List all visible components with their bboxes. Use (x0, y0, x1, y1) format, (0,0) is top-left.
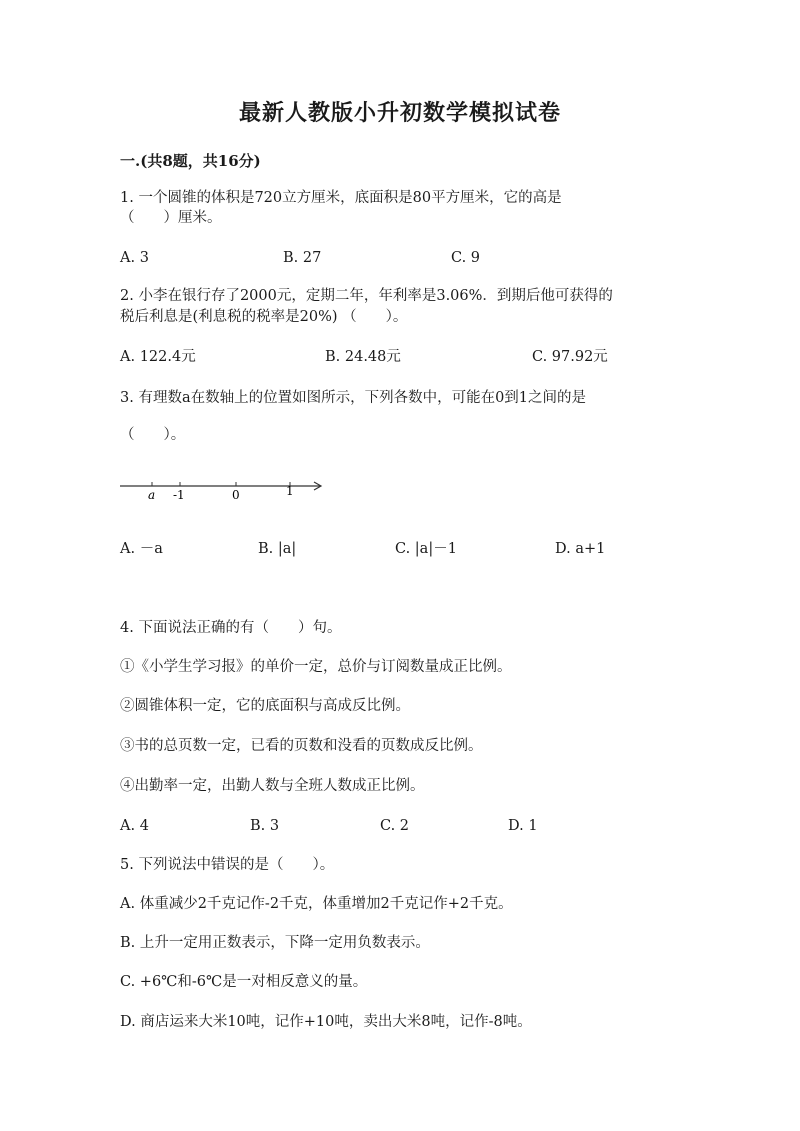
page-title: 最新人教版小升初数学模拟试卷 (238, 101, 561, 126)
q4-option-a: A. 4 (120, 818, 149, 834)
q1-option-b: B. 27 (283, 250, 322, 266)
q2-option-a: A. 122.4元 (120, 349, 196, 365)
section-heading: 一.(共8题，共16分) (120, 152, 261, 170)
q2-stem-line1: 2. 小李在银行存了2000元，定期二年，年利率是3.06%．到期后他可获得的 (120, 288, 613, 304)
label-neg1: -1 (173, 488, 185, 502)
q2-option-b: B. 24.48元 (325, 349, 401, 365)
q4-option-d: D. 1 (508, 818, 538, 834)
q4-stem: 4. 下面说法正确的有（ ）句。 (120, 620, 342, 636)
q3-stem-line1: 3. 有理数a在数轴上的位置如图所示，下列各数中，可能在0到1之间的是 (120, 390, 587, 406)
q4-statement-3: ③书的总页数一定，已看的页数和没看的页数成反比例。 (120, 738, 483, 754)
q4-statement-2: ②圆锥体积一定，它的底面积与高成反比例。 (120, 698, 410, 714)
q3-option-a: A. －a (120, 541, 163, 557)
label-a: a (148, 488, 156, 502)
number-line-figure (118, 474, 328, 504)
q3-stem-line2: （ ）。 (120, 427, 186, 443)
q1-option-c: C. 9 (451, 250, 481, 266)
q5-option-c: C. +6℃和-6℃是一对相反意义的量。 (120, 974, 368, 990)
label-0: 0 (232, 488, 240, 502)
q4-statement-1: ①《小学生学习报》的单价一定，总价与订阅数量成正比例。 (120, 659, 512, 675)
q5-option-a: A. 体重减少2千克记作-2千克，体重增加2千克记作+2千克。 (120, 896, 513, 912)
q4-option-c: C. 2 (380, 818, 410, 834)
label-1: 1 (286, 484, 294, 498)
q1-option-a: A. 3 (120, 250, 149, 266)
q4-statement-4: ④出勤率一定，出勤人数与全班人数成正比例。 (120, 778, 425, 794)
q5-option-d: D. 商店运来大米10吨，记作+10吨，卖出大米8吨，记作-8吨。 (120, 1014, 532, 1030)
q2-stem-line2: 税后利息是(利息税的税率是20%) （ ）。 (120, 309, 408, 325)
q4-option-b: B. 3 (250, 818, 280, 834)
q5-stem: 5. 下列说法中错误的是（ ）。 (120, 857, 335, 873)
q3-option-d: D. a+1 (555, 541, 606, 557)
q1-stem-line2: （ ）厘米。 (120, 210, 222, 226)
q5-option-b: B. 上升一定用正数表示，下降一定用负数表示。 (120, 935, 430, 951)
q3-option-b: B. |a| (258, 541, 297, 557)
q1-stem-line1: 1. 一个圆锥的体积是720立方厘米，底面积是80平方厘米，它的高是 (120, 190, 562, 206)
q2-option-c: C. 97.92元 (532, 349, 608, 365)
q3-option-c: C. |a|－1 (395, 541, 457, 557)
